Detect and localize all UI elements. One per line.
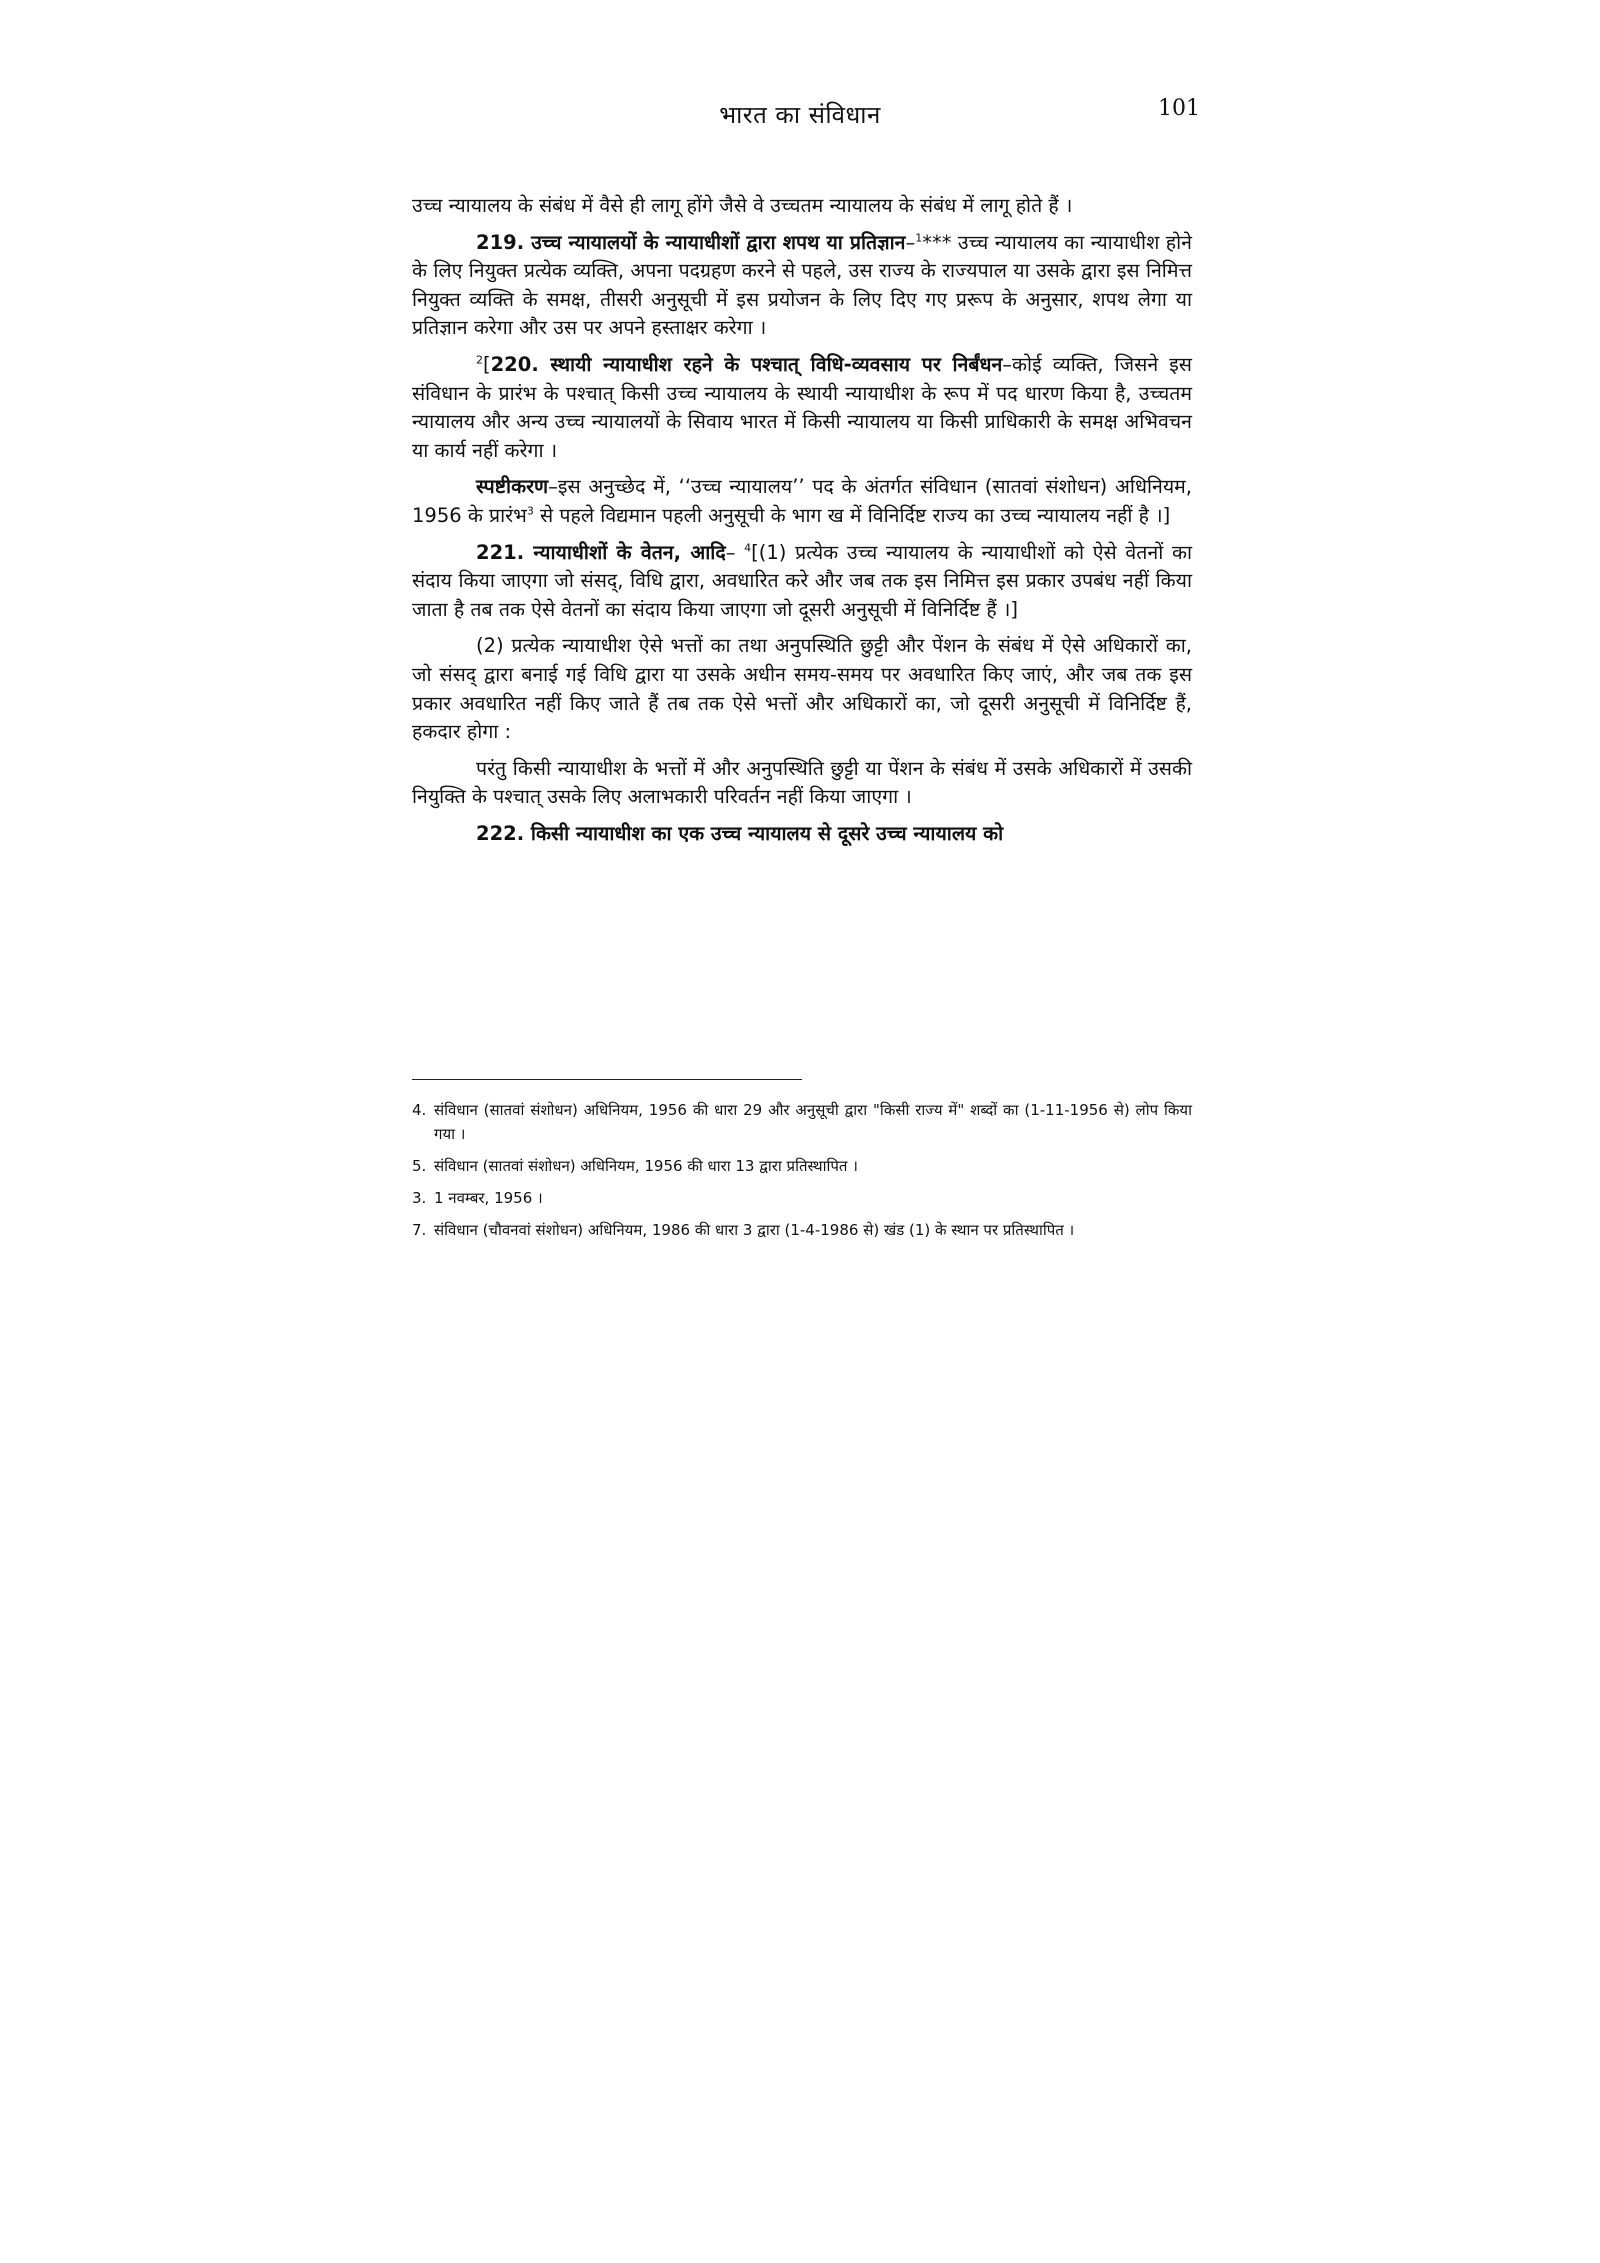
- footnote-item: [412, 1098, 1192, 1146]
- footnote-marker-2: 2: [476, 353, 483, 367]
- footnote-text: 1 नवम्बर, 1956 ।: [434, 1189, 543, 1207]
- footnote-marker-3: 3: [526, 504, 534, 518]
- article-222-heading: 222. किसी न्यायाधीश का एक उच्च न्यायालय से दूसरे उच्च न्यायालय को: [476, 821, 1004, 845]
- article-219-dash: –: [905, 230, 916, 254]
- footnote-divider: [412, 1079, 802, 1080]
- article-221-text: [(1) प्रत्येक उच्च न्यायालय के न्यायाधीशों को ऐसे वेतनों का संदाय किया जाएगा जो संसद्, विधि द्वारा, अवधारित करे और जब तक इस निमित्त इस प्रकार उपबंध नहीं किया जाता है तब तक ऐसे वेतनों का संदाय किया जाएगा जो दूसरी अनुसूची में विनिर्दिष्ट हैं ।]: [412, 540, 1193, 621]
- article-219: [412, 229, 1192, 343]
- footnote-number: 5.: [412, 1157, 427, 1175]
- article-221-heading: 221. न्यायाधीशों के वेतन, आदि: [476, 540, 726, 564]
- article-220-text: कोई व्यक्ति, जिसने इस संविधान के प्रारंभ के पश्चात् किसी उच्च न्यायालय के स्थायी न्यायाधीश के रूप में पद धारण किया है, उच्चतम न्यायालय और अन्य उच्च न्यायालयों के सिवाय भारत में किसी न्यायालय या किसी प्राधिकारी के समक्ष अभिवचन या कार्य नहीं करेगा ।: [412, 352, 1192, 462]
- article-220-heading: 220. स्थायी न्यायाधीश रहने के पश्चात् विधि-व्यवसाय पर निर्बंधन: [490, 352, 1003, 376]
- footnote-marker-4: 4: [744, 541, 752, 555]
- footnote-item: [412, 1186, 1192, 1210]
- explanation-text-after: से पहले विद्यमान पहली अनुसूची के भाग ख में विनिर्दिष्ट राज्य का उच्च न्यायालय नहीं है ।]: [533, 503, 1171, 527]
- explanation-text-before: –इस अनुच्छेद में, ‘‘उच्च न्यायालय’’ पद के अंतर्गत संविधान (सातवां संशोधन) अधिनियम, 1956 के प्रारंभ: [412, 475, 1192, 527]
- footnote-number: 3.: [412, 1189, 427, 1207]
- article-221: [412, 539, 1192, 625]
- footnotes: [412, 1098, 1192, 1250]
- body-text: [412, 192, 1192, 856]
- footnote-text: संविधान (सातवां संशोधन) अधिनियम, 1956 की धारा 29 और अनुसूची द्वारा "किसी राज्य में" शब्दों का (1-11-1956 से) लोप किया गया ।: [434, 1101, 1192, 1143]
- explanation-heading: स्पष्टीकरण: [476, 475, 549, 499]
- article-221-clause-2: (2) प्रत्येक न्यायाधीश ऐसे भत्तों का तथा अनुपस्थिति छुट्टी और पेंशन के संबंध में ऐसे अधिकारों का, जो संसद् द्वारा बनाई गई विधि द्वारा या उसके अधीन समय-समय पर अवधारित किए जाएं, और जब तक इस प्रकार अवधारित नहीं किए जाते हैं तब तक ऐसे भत्तों और अधिकारों का, जो दूसरी अनुसूची में विनिर्दिष्ट हैं, हकदार होगा :: [412, 634, 1192, 744]
- footnote-number: 7.: [412, 1221, 427, 1239]
- footnote-text: संविधान (सातवां संशोधन) अधिनियम, 1956 की धारा 13 द्वारा प्रतिस्थापित ।: [434, 1157, 858, 1175]
- article-220: [412, 351, 1192, 465]
- article-219-text: *** उच्च न्यायालय का न्यायाधीश होने के लिए नियुक्त प्रत्येक व्यक्ति, अपना पदग्रहण करने से पहले, उस राज्य के राज्यपाल या उसके द्वारा इस निमित्त नियुक्त व्यक्ति के समक्ष, तीसरी अनुसूची में इस प्रयोजन के लिए दिए गए प्ररूप के अनुसार, शपथ लेगा या प्रतिज्ञान करेगा और उस पर अपने हस्ताक्षर करेगा ।: [412, 230, 1192, 340]
- proviso-paragraph: परंतु किसी न्यायाधीश के भत्तों में और अनुपस्थिति छुट्टी या पेंशन के संबंध में उसके अधिकारों में उसकी नियुक्ति के पश्चात् उसके लिए अलाभकारी परिवर्तन नहीं किया जाएगा ।: [412, 756, 1192, 809]
- footnote-item: [412, 1154, 1192, 1178]
- article-221-dash: –: [725, 540, 736, 564]
- paragraph-continuation: उच्च न्यायालय के संबंध में वैसे ही लागू होंगे जैसे वे उच्चतम न्यायालय के संबंध में लागू होते हैं ।: [412, 194, 1073, 217]
- explanation-paragraph: [412, 473, 1192, 530]
- footnote-number: 4.: [412, 1101, 427, 1119]
- article-220-dash: –: [1002, 352, 1013, 376]
- article-220-bracket: [: [483, 352, 491, 376]
- footnote-text: संविधान (चौवनवां संशोधन) अधिनियम, 1986 की धारा 3 द्वारा (1-4-1986 से) खंड (1) के स्थान पर प्रतिस्थापित ।: [434, 1221, 1075, 1239]
- article-219-heading: 219. उच्च न्यायालयों के न्यायाधीशों द्वारा शपथ या प्रतिज्ञान: [476, 230, 906, 254]
- page-number: 101: [1158, 96, 1200, 121]
- footnote-item: [412, 1218, 1192, 1242]
- running-title: भारत का संविधान: [719, 101, 881, 129]
- footnote-marker-1: 1: [915, 231, 923, 245]
